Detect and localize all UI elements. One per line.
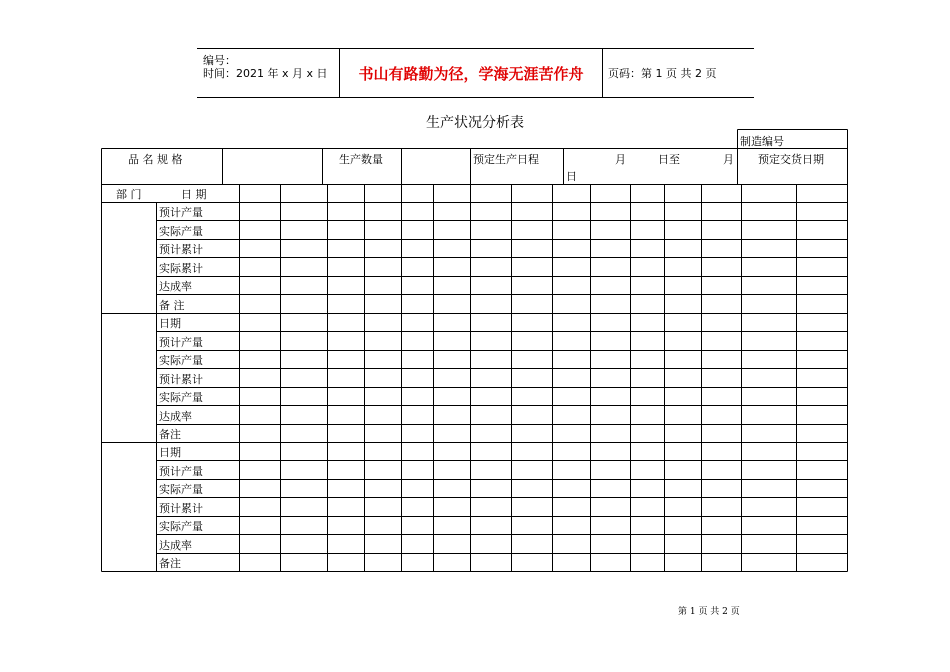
row-label: 预计产量 <box>159 465 203 478</box>
row-label: 预计产量 <box>159 206 203 219</box>
time-label: 时间：2021 年 x 月 x 日 <box>203 67 328 80</box>
row-label: 达成率 <box>159 410 192 423</box>
row-label: 预计累计 <box>159 373 203 386</box>
row-label: 备注 <box>159 557 181 570</box>
row-label: 实际产量 <box>159 225 203 238</box>
manufacture-number-label: 制造编号 <box>740 135 784 148</box>
day-to-label: 日至 <box>658 153 680 166</box>
row-label: 预计累计 <box>159 502 203 515</box>
month-label-2: 月 <box>723 153 734 166</box>
page-code: 页码：第 1 页 共 2 页 <box>608 67 717 80</box>
page-title: 生产状况分析表 <box>426 115 524 131</box>
row-label: 备 注 <box>159 299 185 312</box>
row-label: 实际产量 <box>159 483 203 496</box>
planned-schedule-label: 预定生产日程 <box>473 153 539 166</box>
row-label: 备注 <box>159 428 181 441</box>
product-spec-label: 品 名 规 格 <box>128 153 183 166</box>
production-qty-label: 生产数量 <box>339 153 383 166</box>
row-label: 实际产量 <box>159 520 203 533</box>
page-footer: 第 1 页 共 2 页 <box>678 607 740 617</box>
row-label: 实际累计 <box>159 262 203 275</box>
motto-text: 书山有路勤为径，学海无涯苦作舟 <box>339 49 603 97</box>
planned-delivery-label: 预定交货日期 <box>758 153 824 166</box>
day-label: 日 <box>566 170 577 183</box>
month-label: 月 <box>615 153 626 166</box>
number-label: 编号： <box>203 54 236 67</box>
dept-label: 部 门 <box>116 188 142 201</box>
row-label: 实际产量 <box>159 354 203 367</box>
row-label: 实际产量 <box>159 391 203 404</box>
row-label: 日期 <box>159 317 181 330</box>
row-label: 达成率 <box>159 539 192 552</box>
row-label: 预计累计 <box>159 243 203 256</box>
row-label: 预计产量 <box>159 336 203 349</box>
row-label: 日期 <box>159 446 181 459</box>
date-header-label: 日 期 <box>181 188 207 201</box>
row-label: 达成率 <box>159 280 192 293</box>
